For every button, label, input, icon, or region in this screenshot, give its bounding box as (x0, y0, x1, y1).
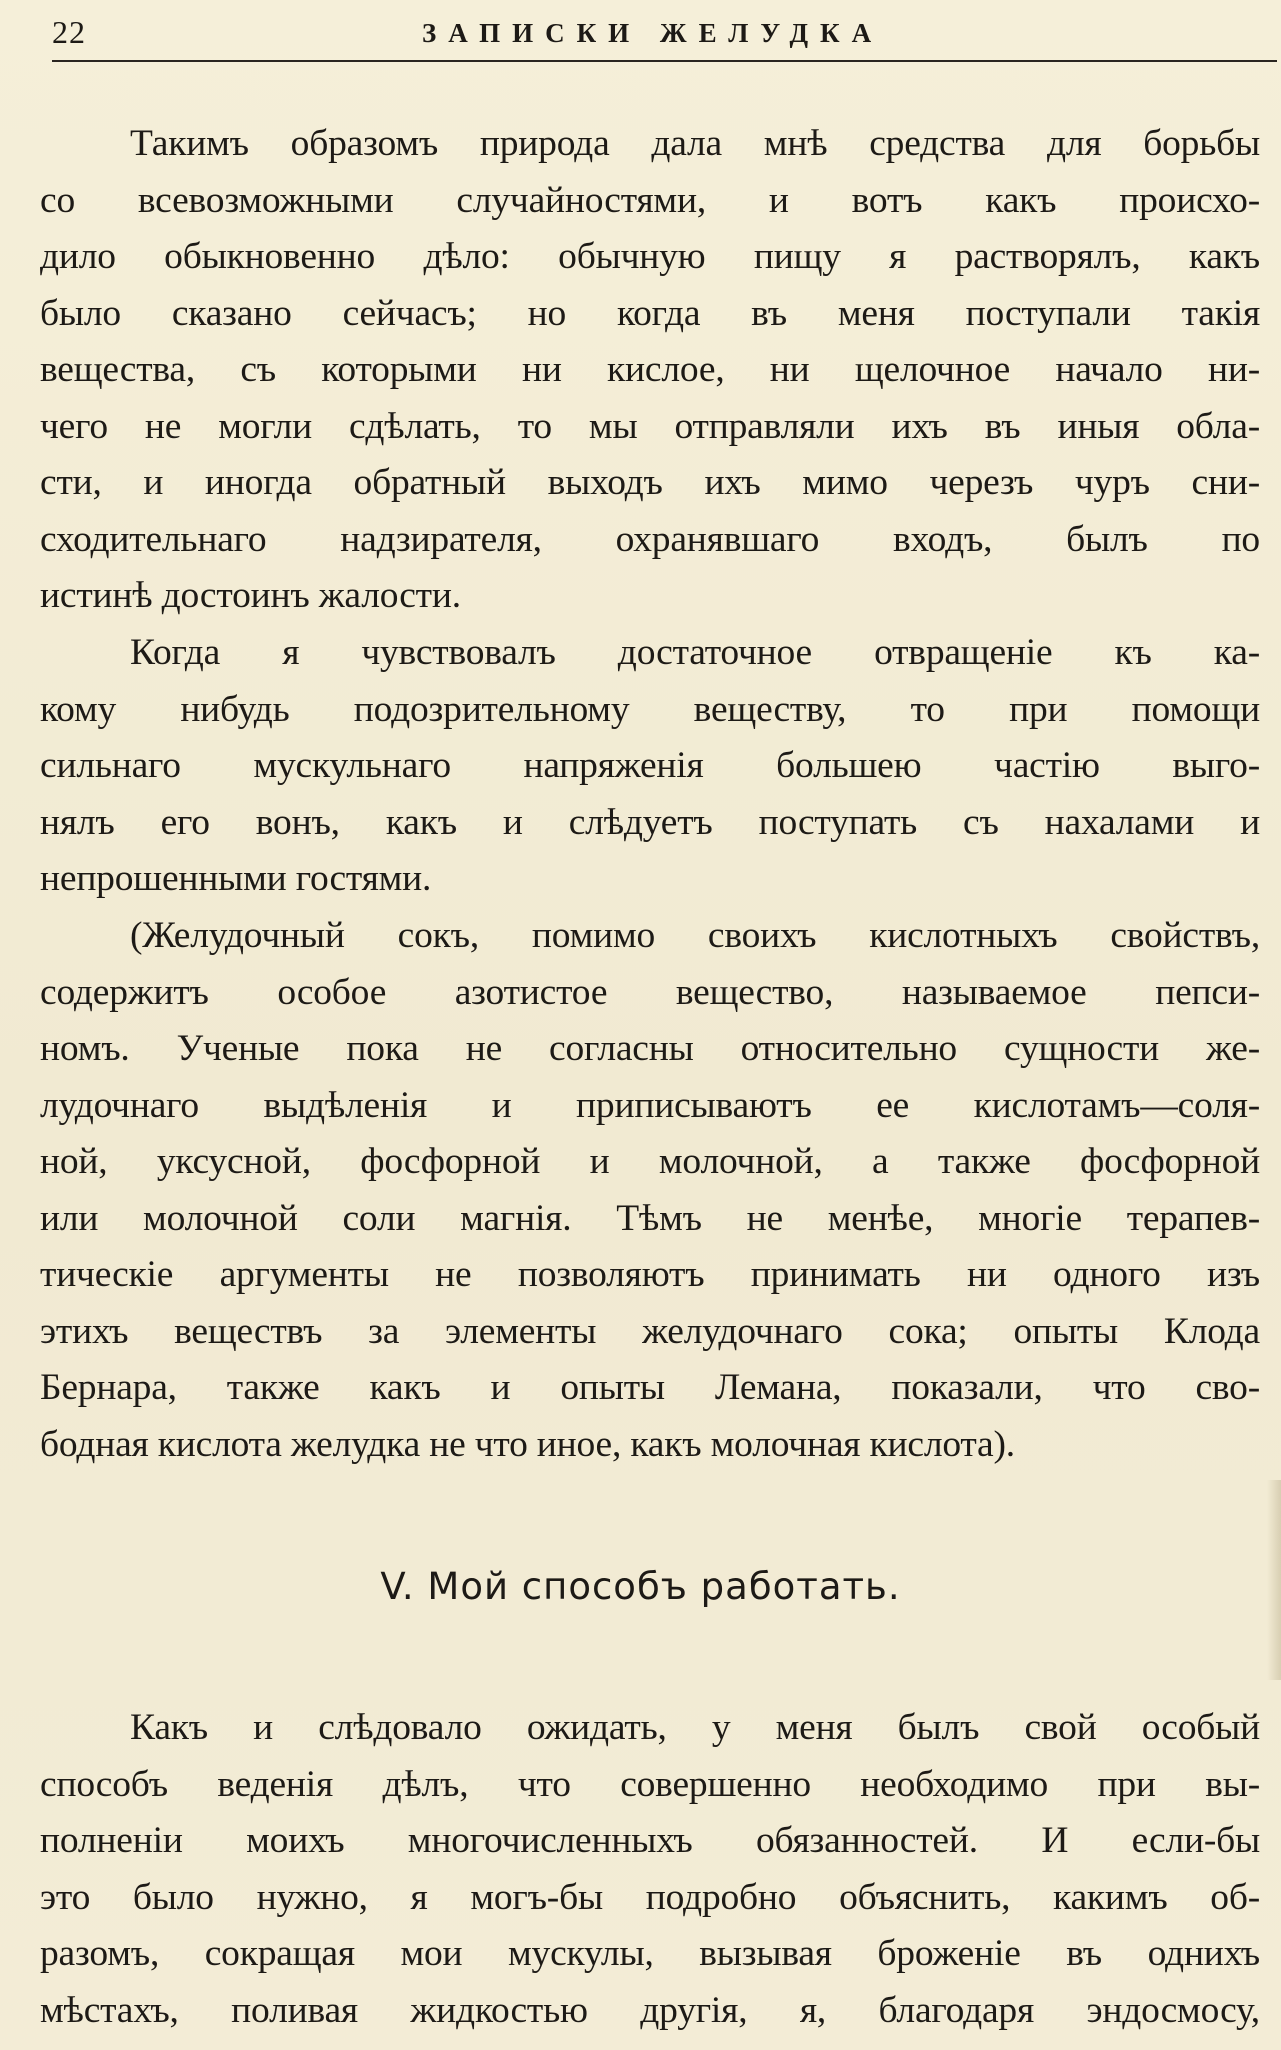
text-line: (Желудочный сокъ, помимо своихъ кислотныхъ свойствъ, (130, 915, 1260, 956)
paragraph-2 (40, 625, 1260, 908)
paragraph-1 (40, 116, 1260, 625)
text-line: Какъ и слѣдовало ожидать, у меня былъ свой особый (130, 1707, 1260, 1748)
text-line: разомъ, сокращая мои мускулы, вызывая броженіе въ однихъ (40, 1933, 1260, 1974)
text-line: Бернара, также какъ и опыты Лемана, показали, что сво- (40, 1367, 1260, 1408)
text-line: Такимъ образомъ природа дала мнѣ средства для борьбы (130, 123, 1260, 164)
header-rule (52, 60, 1277, 62)
text-line: ной, уксусной, фосфорной и молочной, а также фосфорной (40, 1141, 1260, 1182)
text-line: нялъ его вонъ, какъ и слѣдуетъ поступать съ нахалами и (40, 801, 1260, 843)
text-line: этихъ веществъ за элементы желудочнаго сока; опыты Клода (40, 1310, 1260, 1352)
paragraph-3-note (40, 908, 1260, 1473)
text-line: непрошенными гостями. (40, 858, 432, 899)
text-line: номъ. Ученые пока не согласны относительно сущности же- (40, 1028, 1260, 1069)
text-line: сходительнаго надзирателя, охранявшаго входъ, былъ по (40, 518, 1260, 560)
running-head (52, 6, 1252, 56)
text-line: со всевозможными случайностями, и вотъ какъ происхо- (40, 179, 1260, 221)
text-line: вещества, съ которыми ни кислое, ни щелочное начало ни- (40, 349, 1260, 390)
text-line: содержитъ особое азотистое вещество, называемое пепси- (40, 971, 1260, 1013)
text-line: это было нужно, я могъ-бы подробно объяснить, какимъ об- (40, 1876, 1260, 1918)
text-line: тическіе аргументы не позволяютъ принимать ни одного изъ (40, 1254, 1260, 1295)
page-number: 22 (52, 14, 86, 50)
text-line: было сказано сейчасъ; но когда въ меня поступали такія (40, 292, 1260, 334)
text-line: бодная кислота желудка не что иное, какъ молочная кислота). (40, 1423, 1015, 1465)
text-line: кому нибудь подозрительному веществу, то при помощи (40, 688, 1260, 730)
text-line: истинѣ достоинъ жалости. (40, 575, 461, 616)
running-title: ЗАПИСКИ ЖЕЛУДКА (422, 18, 884, 48)
text-line: дило обыкновенно дѣло: обычную пищу я растворялъ, какъ (40, 236, 1260, 277)
text-line: мѣстахъ, поливая жидкостью другія, я, благодаря эндосмосу, (40, 1989, 1260, 2031)
text-line: или молочной соли магнія. Тѣмъ не менѣе, многіе терапев- (40, 1197, 1260, 1239)
text-line: сильнаго мускульнаго напряженія большею частію выго- (40, 745, 1260, 786)
text-line: сти, и иногда обратный выходъ ихъ мимо черезъ чуръ сни- (40, 462, 1260, 503)
section-heading: V. Мой способъ работать. (380, 1565, 901, 1608)
text-line: способъ веденія дѣлъ, что совершенно необходимо при вы- (40, 1763, 1260, 1805)
text-line: Когда я чувствовалъ достаточное отвращеніе къ ка- (130, 632, 1260, 673)
text-line: полненіи моихъ многочисленныхъ обязанностей. И если-бы (40, 1820, 1260, 1861)
text-line: чего не могли сдѣлать, то мы отправляли ихъ въ иныя обла- (40, 405, 1260, 447)
page-edge-stain (1267, 1480, 1281, 1680)
paragraph-4 (40, 1700, 1260, 2039)
text-line: лудочнаго выдѣленія и приписываютъ ее кислотамъ—соля- (40, 1084, 1260, 1126)
